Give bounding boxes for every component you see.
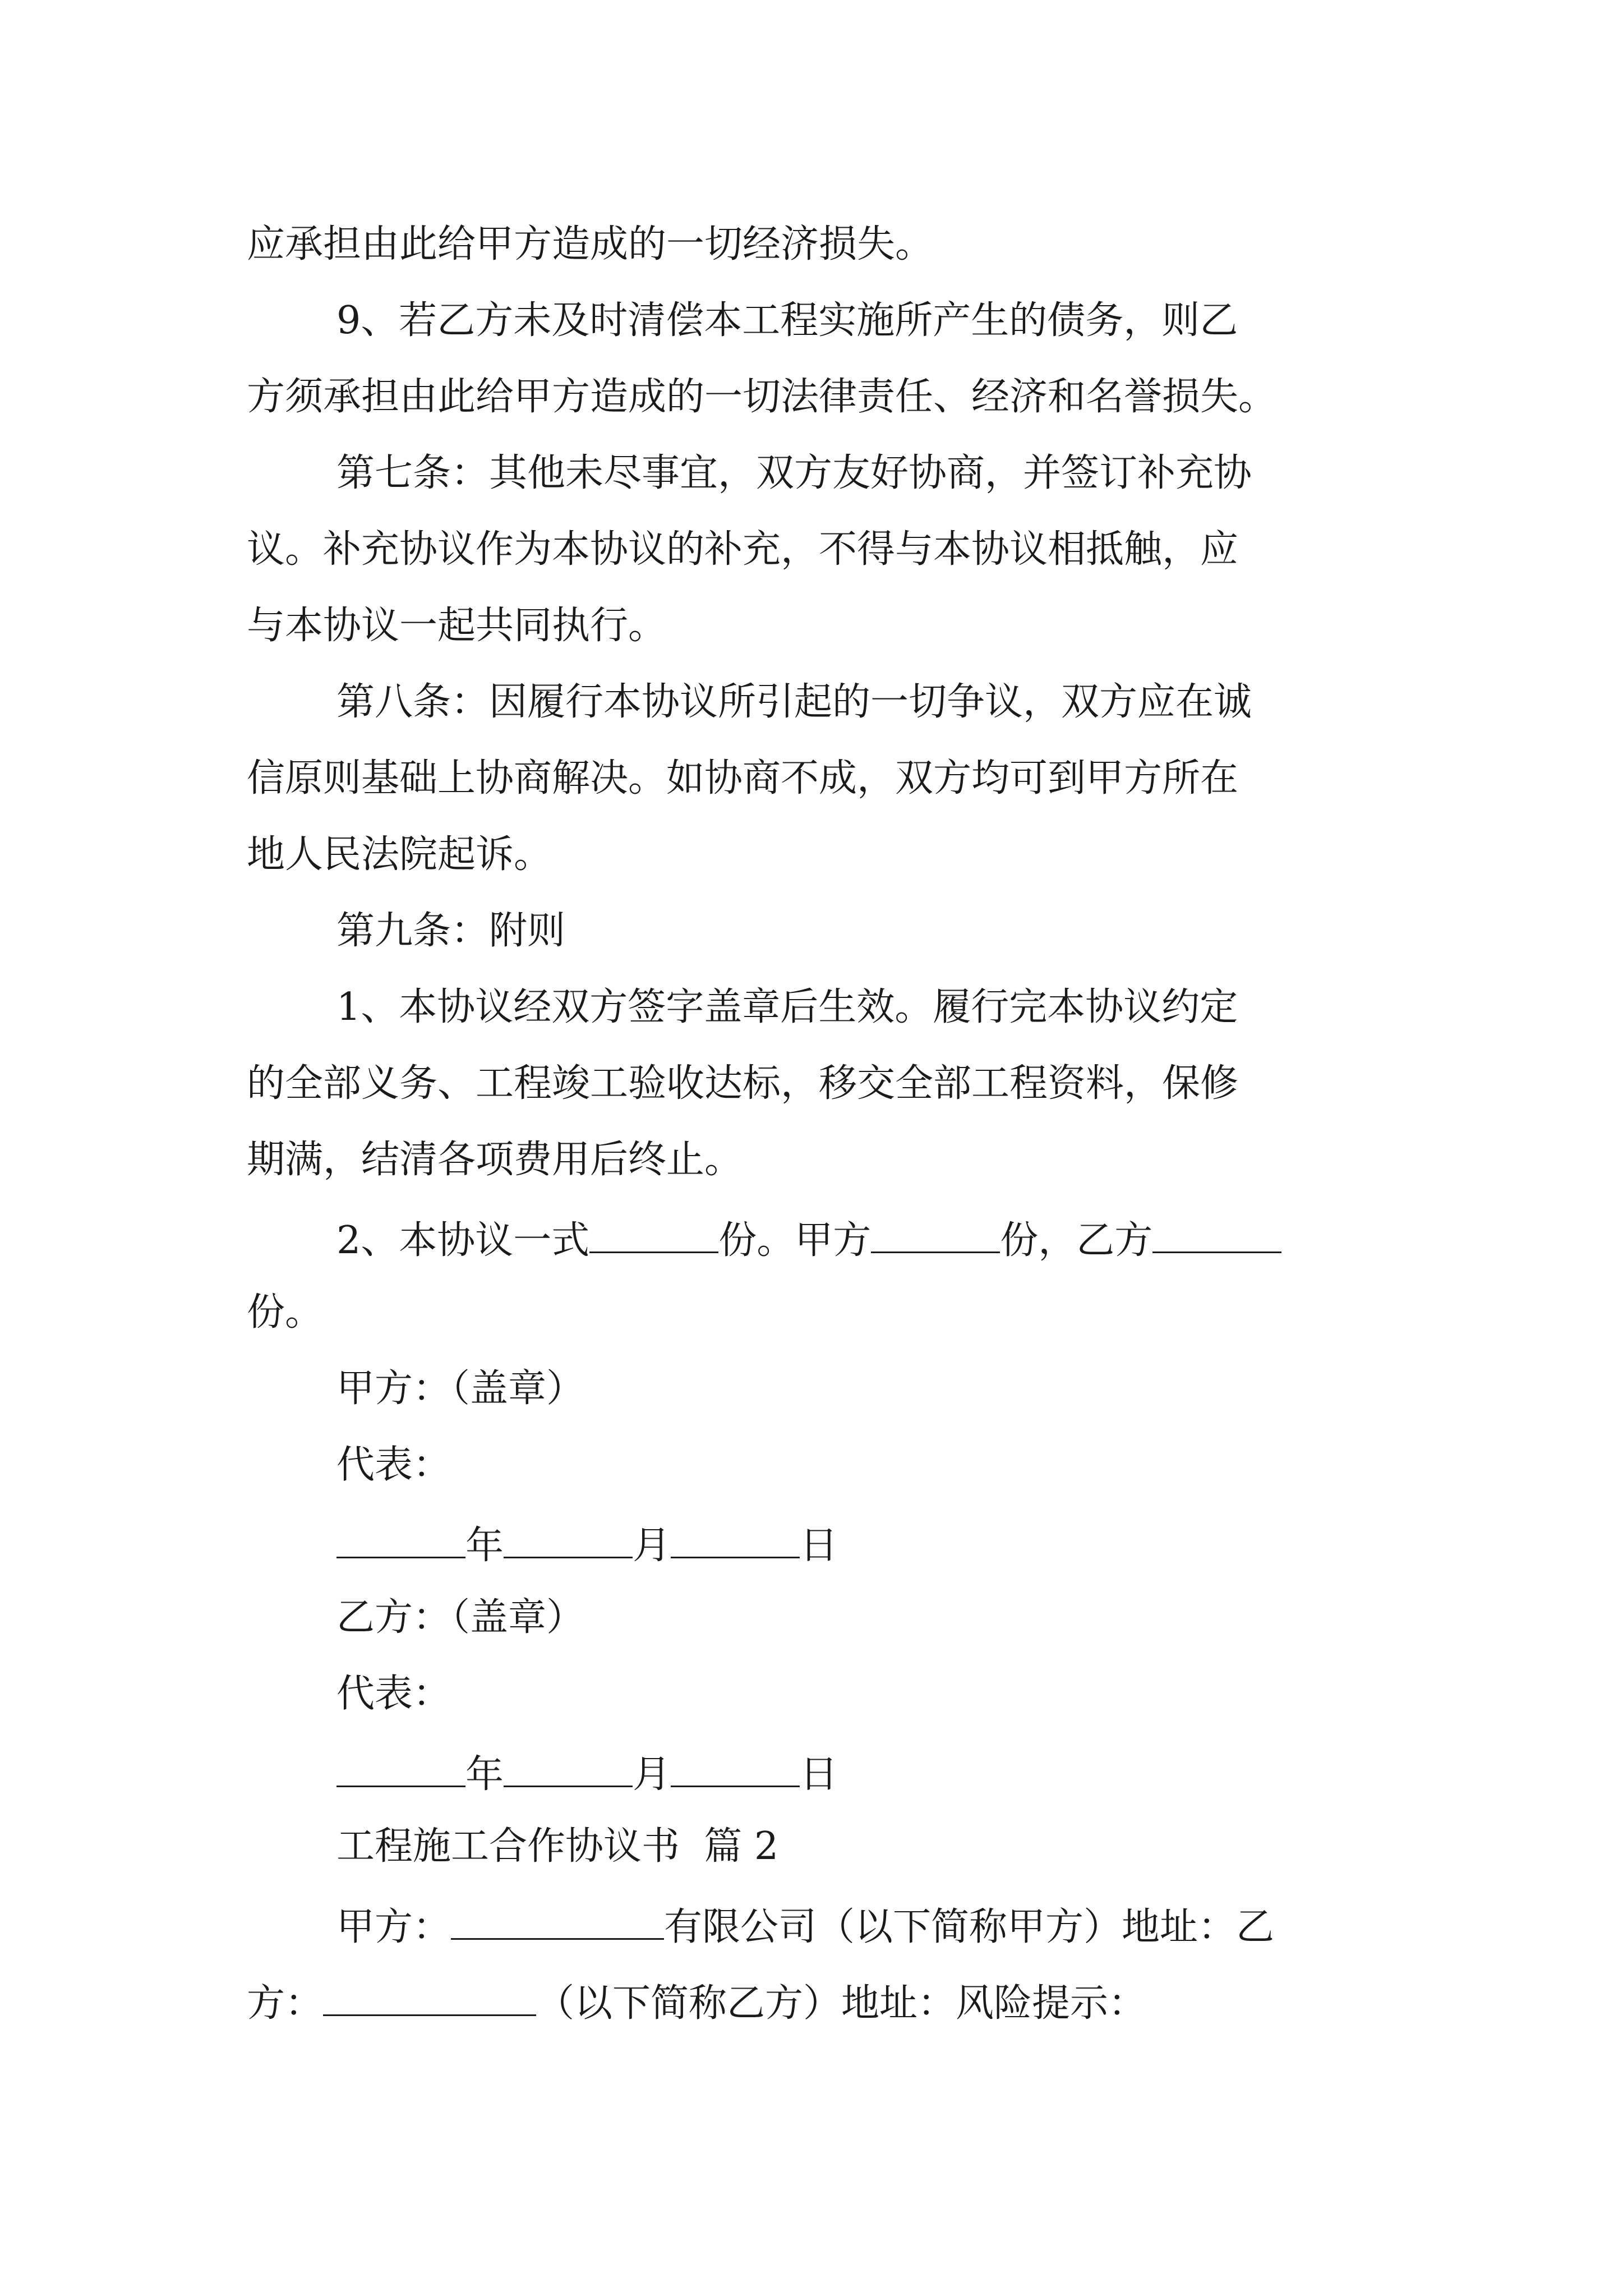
party-b-suffix: （以下简称乙方）地址：风险提示： [536, 1981, 1147, 2026]
paragraph-line: 议。补充协议作为本协议的补充，不得与本协议相抵触，应 [247, 527, 1239, 572]
day-blank[interactable] [671, 1751, 800, 1787]
copies-end: 份。 [247, 1290, 324, 1335]
paragraph-line: 9、若乙方未及时清偿本工程实施所产生的债务，则乙 [336, 298, 1238, 343]
paragraph-line: 地人民法院起诉。 [247, 832, 552, 877]
day-label: 日 [800, 1752, 838, 1797]
paragraph-line: 与本协议一起共同执行。 [247, 604, 667, 648]
paragraph-line: 信原则基础上协商解决。如协商不成，双方均可到甲方所在 [247, 756, 1239, 800]
party-b-seal: 乙方：（盖章） [336, 1595, 585, 1640]
copies-part-b: 份，乙方 [1000, 1218, 1153, 1263]
section-2-party-a [336, 1904, 1275, 1950]
copies-total-blank[interactable] [589, 1217, 718, 1253]
day-label: 日 [800, 1524, 838, 1568]
month-blank[interactable] [504, 1751, 633, 1787]
month-blank[interactable] [504, 1522, 633, 1558]
month-label: 月 [633, 1524, 671, 1568]
party-b-label: 方： [247, 1981, 324, 2026]
year-label: 年 [465, 1752, 504, 1797]
year-label: 年 [465, 1524, 504, 1568]
copies-party-a-blank[interactable] [871, 1217, 1000, 1253]
paragraph-line: 的全部义务、工程竣工验收达标，移交全部工程资料，保修 [247, 1061, 1239, 1106]
party-a-seal: 甲方：（盖章） [336, 1366, 585, 1411]
copies-part-a: 份。甲方 [718, 1218, 872, 1263]
party-b-name-blank[interactable] [323, 1980, 536, 2016]
section-2-title: 工程施工合作协议书 篇 2 [336, 1824, 779, 1869]
company-name-blank[interactable] [451, 1904, 664, 1940]
section-heading: 第九条：附则 [336, 909, 566, 953]
paragraph-line: 1、本协议经双方签字盖章后生效。履行完本协议约定 [336, 985, 1238, 1029]
party-b-representative: 代表： [336, 1672, 451, 1716]
day-blank[interactable] [671, 1522, 800, 1558]
copies-party-b-blank[interactable] [1152, 1217, 1281, 1253]
year-blank[interactable] [336, 1751, 465, 1787]
party-b-date [336, 1751, 838, 1797]
party-a-suffix: 有限公司（以下简称甲方）地址：乙 [664, 1905, 1275, 1950]
section-2-party-b [247, 1980, 1147, 2026]
party-a-representative: 代表： [336, 1443, 451, 1487]
party-a-label: 甲方： [336, 1905, 451, 1950]
paragraph-line: 期满，结清各项费用后终止。 [247, 1138, 743, 1182]
paragraph-line: 第八条：因履行本协议所引起的一切争议，双方应在诚 [336, 680, 1252, 724]
paragraph-line: 第七条：其他未尽事宜，双方友好协商，并签订补充协 [336, 451, 1252, 495]
copies-prefix: 2、本协议一式 [336, 1218, 590, 1263]
copies-line [336, 1217, 1281, 1263]
paragraph-line: 应承担由此给甲方造成的一切经济损失。 [247, 222, 934, 266]
paragraph-line: 方须承担由此给甲方造成的一切法律责任、经济和名誉损失。 [247, 375, 1277, 419]
month-label: 月 [633, 1752, 671, 1797]
party-a-date [336, 1522, 838, 1568]
year-blank[interactable] [336, 1522, 465, 1558]
